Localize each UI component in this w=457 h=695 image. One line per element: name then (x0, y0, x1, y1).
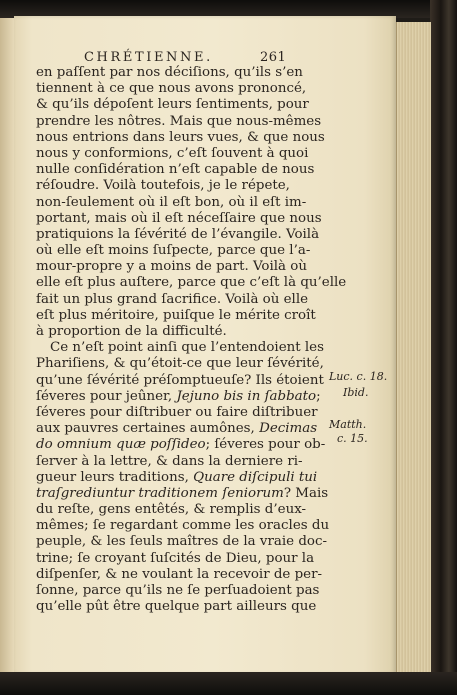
text-line: où elle eſt moins ſuſpecte, parce que l’a- (36, 243, 311, 259)
text-line: ſerver à la lettre, & dans la derniere ri- (36, 453, 303, 469)
margin-note: Ibid. (343, 386, 369, 399)
text-line: non-ſeulement où il eſt bon, où il eſt im- (36, 194, 307, 210)
text-line: diſpenſer, & ne voulant la recevoir de per- (36, 566, 323, 582)
text-line: elle eſt plus auſtere, parce que c’eſt là qu’elle (36, 275, 347, 291)
book-cover-right (430, 0, 457, 695)
text-line: prendre les nôtres. Mais que nous-mêmes (36, 113, 322, 129)
margin-note: Luc. c. 18. (329, 370, 388, 383)
text-line: ſéveres pour diſtribuer ou faire diſtribuer (36, 404, 318, 420)
text-line: aux pauvres certaines aumônes, Decimas (36, 421, 318, 437)
page-gutter (0, 18, 15, 674)
text-line: ſonne, parce qu’ils ne ſe perſuadoient pas (36, 583, 320, 598)
text-line: gueur leurs traditions, Quare diſcipuli tui (36, 469, 318, 485)
text-line: qu’une ſévérité préſomptueuſe? Ils étoient (36, 372, 324, 388)
text-line: qu’elle pût être quelque part ailleurs que (36, 599, 317, 615)
text-line: à proportion de la difficulté. (36, 324, 227, 339)
text-line: eſt plus méritoire, puiſque le mérite croît (36, 307, 316, 323)
text-line: du reſte, gens entêtés, & remplis d’eux- (36, 502, 307, 518)
text-line: en paſſent par nos déciſions, qu’ils s’en (36, 65, 303, 80)
text-line: & qu’ils dépoſent leurs ſentiments, pour (36, 97, 309, 113)
margin-note: Matth. (329, 418, 367, 431)
text-line: do omnium quæ poſſideo; ſéveres pour ob- (36, 437, 326, 453)
text-line: mêmes; ſe regardant comme les oracles du (36, 518, 330, 534)
text-line: nulle conſidération n’eſt capable de nous (36, 162, 315, 178)
text-line: traſgrediuntur traditionem ſeniorum? Mais (36, 485, 329, 501)
page-fore-edge (396, 22, 431, 674)
margin-note: c. 15. (337, 432, 368, 445)
text-line: Phariſiens, & qu’étoit-ce que leur ſévérité, (36, 356, 324, 372)
running-title: CHRÉTIENNE. (84, 50, 213, 65)
text-line: peuple, & les ſeuls maîtres de la vraie doc- (36, 534, 327, 550)
text-line: tiennent à ce que nous avons prononcé, (36, 81, 307, 97)
text-line: pratiquions la ſévérité de l’évangile. Voilà (36, 226, 320, 242)
text-line: trine; ſe croyant ſuſcités de Dieu, pour la (36, 550, 315, 566)
page-number: 261 (260, 50, 287, 65)
text-line: Ce n’eſt point ainſi que l’entendoient les (50, 340, 324, 356)
body-text (36, 65, 396, 615)
text-line: mour-propre y a moins de part. Voilà où (36, 259, 307, 275)
book-cover-bottom (0, 672, 457, 695)
text-line: nous y conformions, c’eſt ſouvent à quoi (36, 145, 309, 161)
text-line: ſéveres pour jeûner, Jejuno bis in ſabbato; (36, 388, 321, 404)
text-line: portant, mais où il eſt néceſſaire que nous (36, 210, 322, 226)
text-line: réſoudre. Voilà toutefois, je le répete, (36, 178, 290, 194)
text-line: fait un plus grand ſacrifice. Voilà où elle (36, 291, 309, 307)
text-line: nous entrions dans leurs vues, & que nous (36, 129, 325, 145)
